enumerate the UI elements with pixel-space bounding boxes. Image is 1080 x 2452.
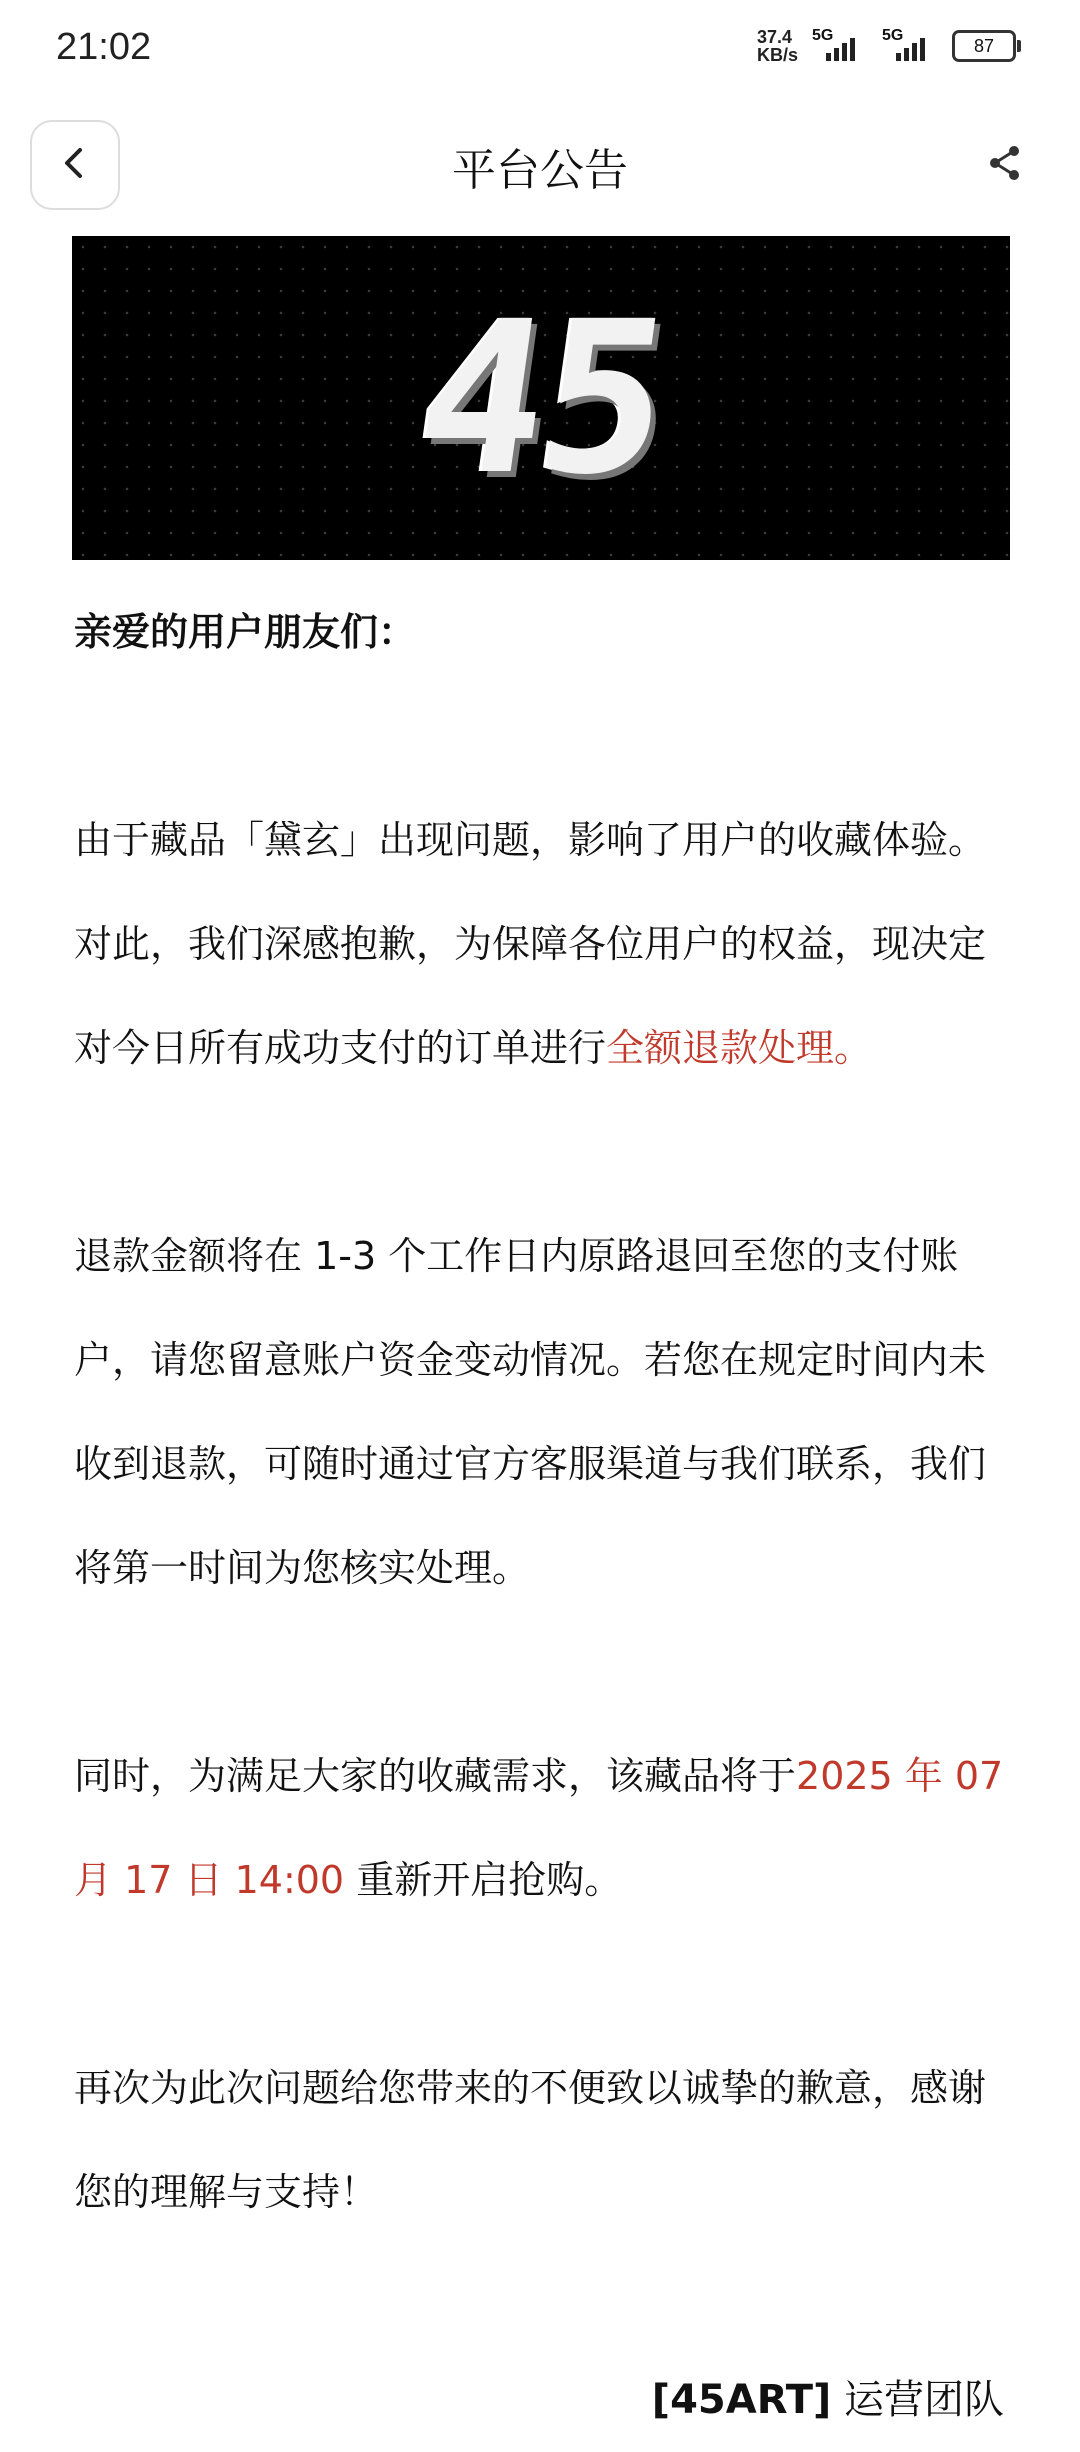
signal-icon — [812, 27, 868, 61]
share-button[interactable] — [980, 140, 1030, 190]
paragraph-text: 由于藏品「黛玄」出现问题，影响了用户的收藏体验。对此，我们深感抱歉，为保障各位用户的权益，现决定对今日所有成功支付的订单进行 — [74, 818, 987, 1070]
highlight-full-refund: 全额退款处理。 — [606, 1026, 873, 1070]
battery-icon — [952, 30, 1016, 62]
battery-level: 87 — [973, 35, 995, 56]
signal-type-label: 5G — [882, 27, 904, 44]
paragraph-text: 同时，为满足大家的收藏需求，该藏品将于 — [74, 1754, 797, 1798]
top-nav-bar — [0, 110, 1080, 220]
signal-type-label: 5G — [812, 27, 834, 44]
signature-brand: [45ART] — [651, 2377, 832, 2423]
signature-team: 运营团队 — [831, 2377, 1004, 2423]
paragraph-text: 重新开启抢购。 — [344, 1858, 623, 1902]
signal-icon — [882, 27, 938, 61]
network-speed-unit: KB/s — [756, 45, 798, 65]
network-speed — [757, 28, 798, 64]
paragraph-refund-details: 退款金额将在 1-3 个工作日内原路退回至您的支付账户，请您留意账户资金变动情况。若您在规定时间内未收到退款，可随时通过官方客服渠道与我们联系，我们将第一时间为您核实处理。 — [74, 1234, 987, 1590]
status-time: 21:02 — [56, 26, 152, 68]
highlight-reopen-date: 2025 年 07 月 17 日 14:00 — [74, 1754, 1004, 1902]
signature — [74, 2348, 1004, 2452]
paragraph-apology: 再次为此次问题给您带来的不便致以诚挚的歉意，感谢您的理解与支持！ — [74, 2066, 987, 2214]
status-bar — [0, 0, 1080, 100]
paragraph-refund-notice — [74, 788, 1004, 1100]
paragraph-reopen-sale — [74, 1724, 1004, 1932]
greeting-text: 亲爱的用户朋友们： — [74, 610, 417, 654]
network-speed-value: 37.4 — [756, 27, 793, 47]
announcement-body — [74, 580, 1004, 2452]
announcement-banner — [72, 236, 1010, 560]
page-title: 平台公告 — [452, 145, 628, 196]
status-icons — [757, 28, 1016, 64]
banner-logo: 45 — [403, 276, 679, 521]
share-icon — [985, 143, 1025, 187]
